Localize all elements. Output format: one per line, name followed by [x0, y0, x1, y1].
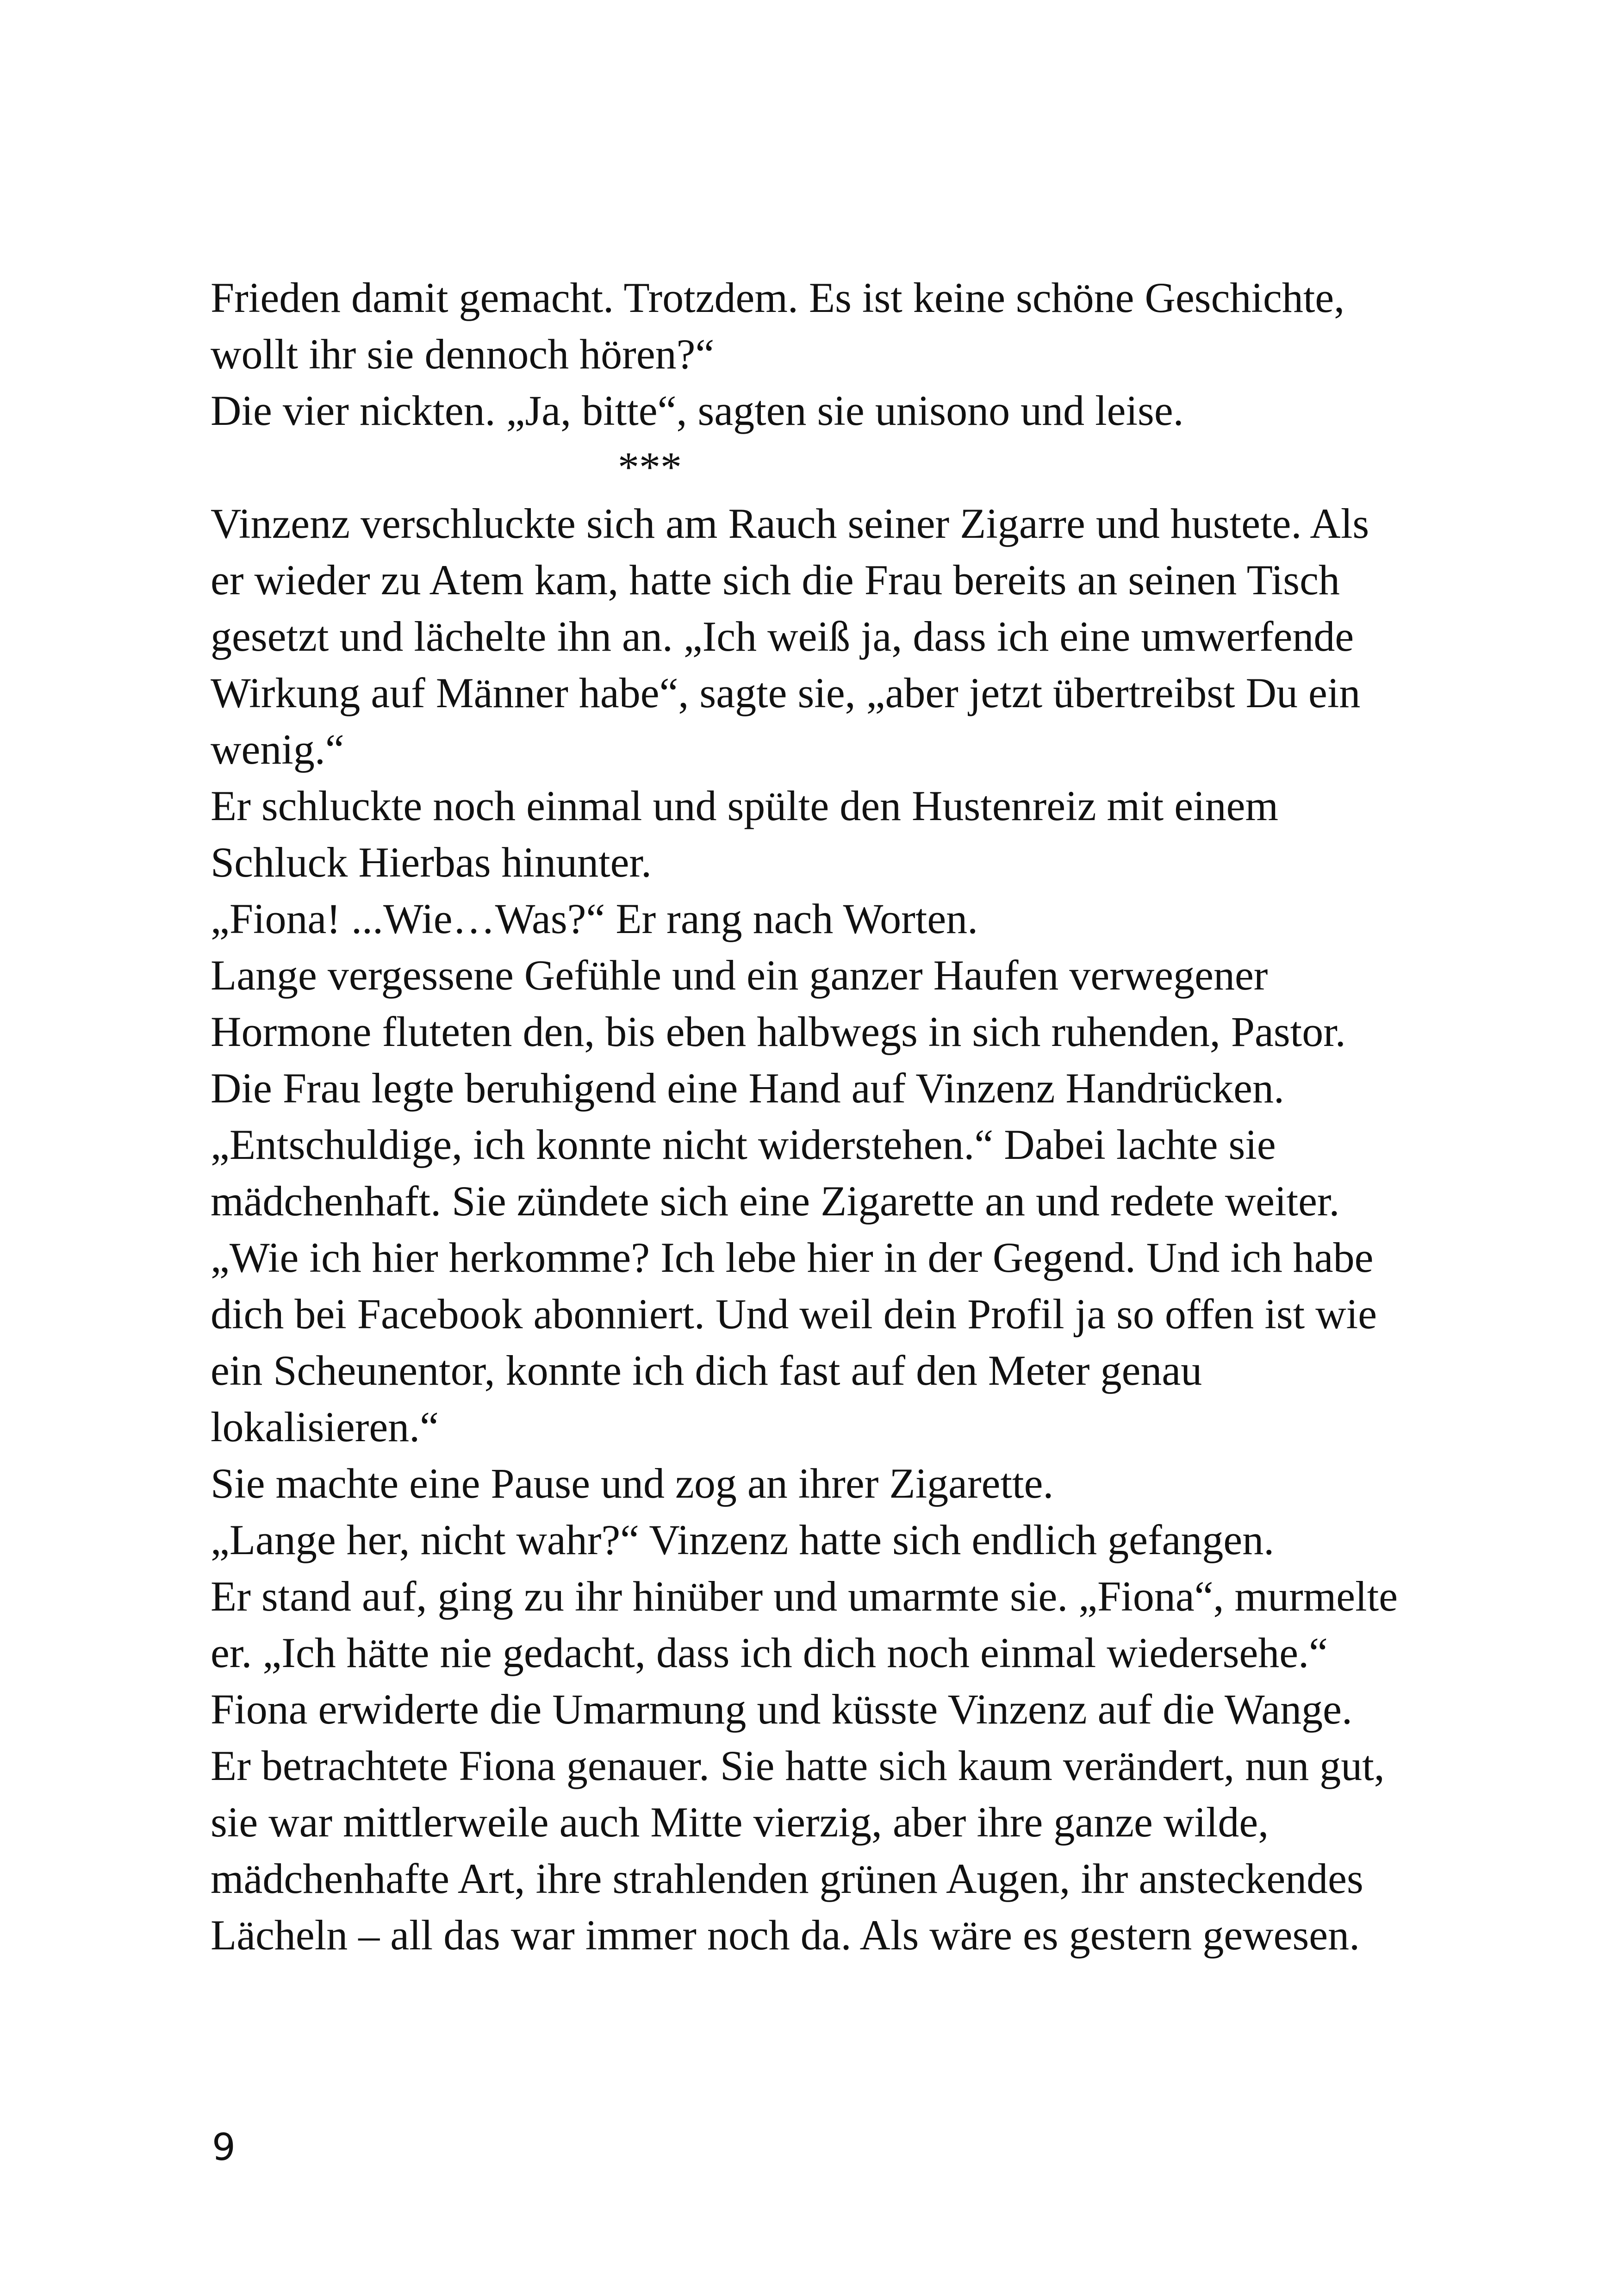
text-line: Sie machte eine Pause und zog an ihrer Zigarette.	[211, 1460, 1054, 1507]
text-line: lokalisieren.“	[211, 1403, 439, 1450]
text-line: Fiona erwiderte die Umarmung und küsste Vinzenz auf die Wange.	[211, 1686, 1352, 1733]
text-line: „Entschuldige, ich konnte nicht widerstehen.“ Dabei lachte sie	[211, 1121, 1276, 1168]
text-line: Hormone fluteten den, bis eben halbwegs in sich ruhenden, Pastor.	[211, 1008, 1346, 1055]
text-line: Schluck Hierbas hinunter.	[211, 839, 652, 886]
text-line: gesetzt und lächelte ihn an. „Ich weiß ja, dass ich eine umwerfende	[211, 613, 1354, 660]
text-line: wollt ihr sie dennoch hören?“	[211, 330, 715, 378]
text-line: Frieden damit gemacht. Trotzdem. Es ist keine schöne Geschichte,	[211, 274, 1345, 321]
text-line: Lange vergessene Gefühle und ein ganzer Haufen verwegener	[211, 952, 1268, 999]
text-line: „Fiona! ...Wie…Was?“ Er rang nach Worten.	[211, 895, 978, 942]
text-line: „Lange her, nicht wahr?“ Vinzenz hatte sich endlich gefangen.	[211, 1516, 1275, 1563]
text-line: mädchenhaft. Sie zündete sich eine Zigarette an und redete weiter.	[211, 1177, 1340, 1225]
scene-separator: ***	[618, 443, 682, 491]
text-line: Die Frau legte beruhigend eine Hand auf Vinzenz Handrücken.	[211, 1064, 1284, 1112]
text-line: Er schluckte noch einmal und spülte den Hustenreiz mit einem	[211, 782, 1279, 829]
text-line: Wirkung auf Männer habe“, sagte sie, „aber jetzt übertreibst Du ein	[211, 669, 1361, 716]
body-text	[211, 269, 1423, 1963]
text-line: ein Scheunentor, konnte ich dich fast auf den Meter genau	[211, 1347, 1202, 1394]
text-line: mädchenhafte Art, ihre strahlenden grünen Augen, ihr ansteckendes	[211, 1855, 1363, 1902]
text-line: Er stand auf, ging zu ihr hinüber und umarmte sie. „Fiona“, murmelte	[211, 1573, 1398, 1620]
text-line: wenig.“	[211, 726, 344, 773]
page-number: 9	[212, 2126, 236, 2169]
text-line: „Wie ich hier herkomme? Ich lebe hier in der Gegend. Und ich habe	[211, 1234, 1374, 1281]
text-line: Lächeln – all das war immer noch da. Als wäre es gestern gewesen.	[211, 1911, 1360, 1959]
text-line: dich bei Facebook abonniert. Und weil dein Profil ja so offen ist wie	[211, 1290, 1377, 1338]
text-line: sie war mittlerweile auch Mitte vierzig, aber ihre ganze wilde,	[211, 1798, 1269, 1846]
text-line: Vinzenz verschluckte sich am Rauch seiner Zigarre und hustete. Als	[211, 500, 1369, 547]
text-line: er. „Ich hätte nie gedacht, dass ich dich noch einmal wiedersehe.“	[211, 1629, 1328, 1676]
text-line: Die vier nickten. „Ja, bitte“, sagten sie unisono und leise.	[211, 387, 1184, 434]
text-line: Er betrachtete Fiona genauer. Sie hatte sich kaum verändert, nun gut,	[211, 1742, 1385, 1789]
text-line: er wieder zu Atem kam, hatte sich die Frau bereits an seinen Tisch	[211, 556, 1340, 604]
